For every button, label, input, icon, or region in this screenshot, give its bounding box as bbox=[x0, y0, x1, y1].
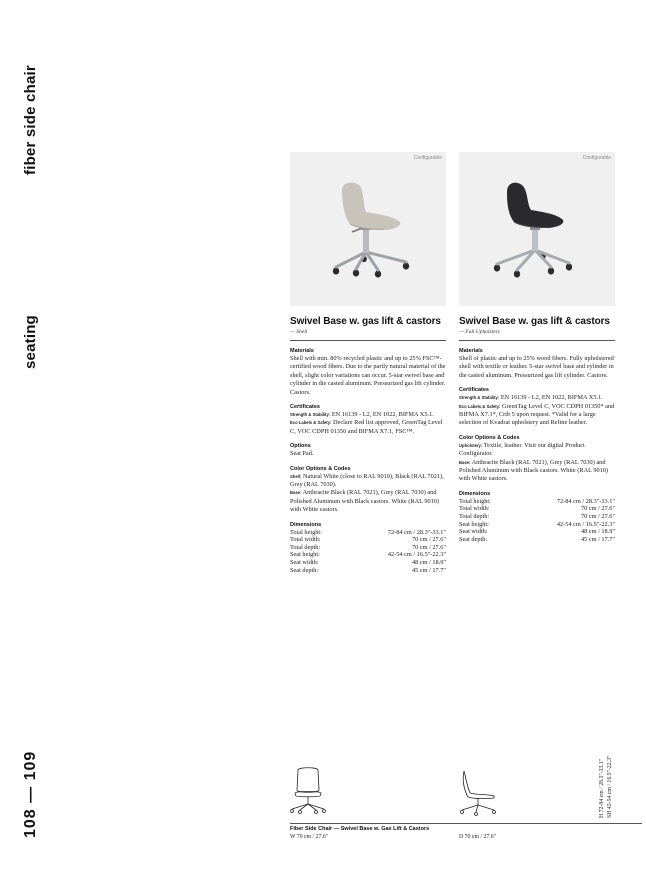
color-shell bbox=[290, 473, 446, 490]
cert-eco bbox=[459, 403, 615, 428]
dim-depth-label: D 70 cm / 27.6" bbox=[459, 834, 496, 840]
color-upholstery bbox=[459, 442, 615, 459]
dim-value: 72-84 cm / 28.3"-33.1" bbox=[556, 497, 615, 505]
certificates-heading: Certificates bbox=[290, 404, 320, 411]
page-numbers: 108 — 109 bbox=[22, 750, 39, 838]
color-shell-text: Natural White (close to RAL 9010), Black (RAL 7021), Grey (RAL 7030). bbox=[290, 472, 444, 489]
product-subtitle: — Shell bbox=[290, 328, 446, 341]
dim-value: 72-84 cm / 28.3"-33.1" bbox=[387, 528, 446, 536]
table-row bbox=[459, 513, 615, 521]
dim-value: 48 cm / 18.9" bbox=[580, 528, 615, 536]
cert-strength bbox=[290, 411, 446, 419]
drawing-caption: Fiber Side Chair — Swivel Base w. Gas Lift & Castors bbox=[290, 826, 430, 832]
cert-eco-label: Eco Labels & Safety: bbox=[459, 403, 501, 409]
table-row bbox=[459, 536, 615, 544]
materials-section bbox=[459, 347, 615, 380]
certificates-section bbox=[290, 403, 446, 436]
table-row bbox=[290, 544, 446, 552]
product-photo-shell bbox=[290, 152, 446, 306]
table-row bbox=[459, 528, 615, 536]
dimensions-table bbox=[459, 498, 615, 544]
product-title: Swivel Base w. gas lift & castors bbox=[290, 316, 441, 327]
dim-value: 42-54 cm / 16.5"-22.3" bbox=[556, 520, 615, 528]
options-heading: Options bbox=[290, 443, 311, 450]
colors-section bbox=[290, 465, 446, 515]
dim-value: 70 cm / 27.6" bbox=[580, 505, 615, 513]
dim-label: Total depth: bbox=[290, 543, 321, 551]
color-base bbox=[459, 459, 615, 484]
chair-front-drawing bbox=[286, 766, 330, 816]
dim-label: Total width: bbox=[290, 536, 321, 544]
cert-strength-label: Strength & Stability: bbox=[459, 395, 500, 401]
certificates-section bbox=[459, 386, 615, 428]
cert-strength-label: Strength & Stability: bbox=[290, 412, 331, 418]
materials-section bbox=[290, 347, 446, 397]
dim-label: Seat height: bbox=[290, 551, 320, 559]
dimensions-section bbox=[290, 521, 446, 575]
table-row bbox=[290, 567, 446, 575]
dim-label: Seat width: bbox=[459, 528, 488, 536]
table-row bbox=[290, 536, 446, 544]
dim-label: Total height: bbox=[290, 528, 322, 536]
dim-value: 42-54 cm / 16.5"-22.3" bbox=[387, 551, 446, 559]
divider bbox=[290, 823, 642, 824]
dim-label: Seat depth: bbox=[290, 566, 319, 574]
cert-strength-text: EN 16139 - L2, EN 1022, BIFMA X5.1. bbox=[499, 394, 603, 402]
cert-eco bbox=[290, 419, 446, 436]
cert-eco-text: GreenTag Level C, VOC CDPH 01350* and BIFMA X7.1*, Crib 5 upon request. *Valid for a large selection of Kvadrat upholstery and Refine leather. bbox=[459, 402, 615, 427]
color-upholstery-text: Textile, leather. Visit our digital Product Configurator. bbox=[459, 441, 585, 458]
colors-heading: Color Options & Codes bbox=[290, 465, 351, 472]
color-shell-label: Shell: bbox=[290, 473, 302, 479]
dimensions-heading: Dimensions bbox=[290, 521, 322, 528]
dim-height-label: H 72-84 cm / 28.3"-33.1" bbox=[599, 758, 605, 818]
chair-shell-image bbox=[290, 152, 446, 306]
table-row bbox=[290, 559, 446, 567]
product-column-shell bbox=[290, 152, 446, 574]
dim-label: Total depth: bbox=[459, 513, 490, 521]
dimensions-table bbox=[290, 529, 446, 575]
dim-value: 70 cm / 27.6" bbox=[411, 536, 446, 544]
dim-width-label: W 70 cm / 27.6" bbox=[290, 834, 329, 840]
cert-strength-text: EN 16139 - L2, EN 1022, BIFMA X5.1. bbox=[330, 411, 434, 419]
cert-eco-text: Declare Red list approved, GreenTag Level C, VOC CDPH 01350 and BIFMA X7.1, FSC™. bbox=[290, 419, 443, 435]
chair-upholstered-image bbox=[459, 152, 615, 306]
cert-strength bbox=[459, 394, 615, 402]
dim-label: Total width: bbox=[459, 505, 490, 513]
color-base-text: Anthracite Black (RAL 7021), Grey (RAL 7030) and Polished Aluminum with Black castors. White (RAL 9010) with White castors. bbox=[459, 458, 609, 483]
materials-heading: Materials bbox=[290, 348, 314, 354]
table-row bbox=[290, 551, 446, 559]
materials-heading: Materials bbox=[459, 348, 483, 354]
dim-value: 70 cm / 27.6" bbox=[580, 513, 615, 521]
certificates-heading: Certificates bbox=[459, 387, 489, 394]
dimensions-section bbox=[459, 490, 615, 544]
dim-value: 48 cm / 18.9" bbox=[411, 559, 446, 567]
dimensions-heading: Dimensions bbox=[459, 490, 491, 497]
dim-label: Seat depth: bbox=[459, 535, 488, 543]
color-base-label: Base: bbox=[290, 490, 302, 496]
dim-label: Seat height: bbox=[459, 520, 489, 528]
colors-section bbox=[459, 434, 615, 484]
configurable-tag: Configurable bbox=[582, 155, 611, 161]
color-base-text: Anthracite Black (RAL 7021), Grey (RAL 7030) and Polished Aluminum with Black castors. White (RAL 9010) with White castors. bbox=[290, 489, 440, 514]
dim-label: Seat width: bbox=[290, 559, 319, 567]
options-section bbox=[290, 442, 446, 458]
color-base-label: Base: bbox=[459, 459, 471, 465]
colors-heading: Color Options & Codes bbox=[459, 434, 520, 441]
chair-shell bbox=[342, 183, 400, 230]
chair-side-drawing bbox=[456, 768, 500, 818]
table-row bbox=[459, 498, 615, 506]
configurable-tag: Configurable bbox=[413, 155, 442, 161]
materials-text: Shell of plastic and up to 25% wood fibers. Fully upholstered shell with textile or leather. 5-star swivel base and cylinder in die casted aluminum. Pressurized gas lift cylinder. Castors. bbox=[459, 355, 614, 379]
table-row bbox=[459, 521, 615, 529]
product-column-upholstery bbox=[459, 152, 615, 543]
materials-text: Shell with min. 80% recycled plastic and up to 25% FSC™-certified wood fibers. Due to the partly natural material of the shell, slight color variations can occur. 5-star swivel base and cylinder in die casted aluminum. Pressurized gas lift cylinder. Castors. bbox=[290, 355, 446, 396]
color-upholstery-label: Upholstery: bbox=[459, 442, 483, 448]
table-row bbox=[459, 505, 615, 513]
product-photo-upholstery bbox=[459, 152, 615, 306]
dim-value: 45 cm / 17.7" bbox=[411, 566, 446, 574]
product-subtitle: — Full Upholstery bbox=[459, 328, 615, 341]
dim-seat-height-label: SH 42-54 cm / 16.5"-22.3" bbox=[607, 755, 613, 818]
options-text: Seat Pad. bbox=[290, 450, 314, 458]
dim-value: 45 cm / 17.7" bbox=[580, 535, 615, 543]
chair-shell bbox=[507, 183, 563, 228]
product-title: Swivel Base w. gas lift & castors bbox=[459, 316, 610, 327]
table-row bbox=[290, 529, 446, 537]
cert-eco-label: Eco Labels & Safety: bbox=[290, 420, 332, 426]
catalog-category: seating bbox=[22, 315, 39, 369]
color-base bbox=[290, 489, 446, 514]
dim-label: Total height: bbox=[459, 497, 491, 505]
catalog-title: fiber side chair bbox=[22, 65, 39, 175]
dim-value: 70 cm / 27.6" bbox=[411, 543, 446, 551]
